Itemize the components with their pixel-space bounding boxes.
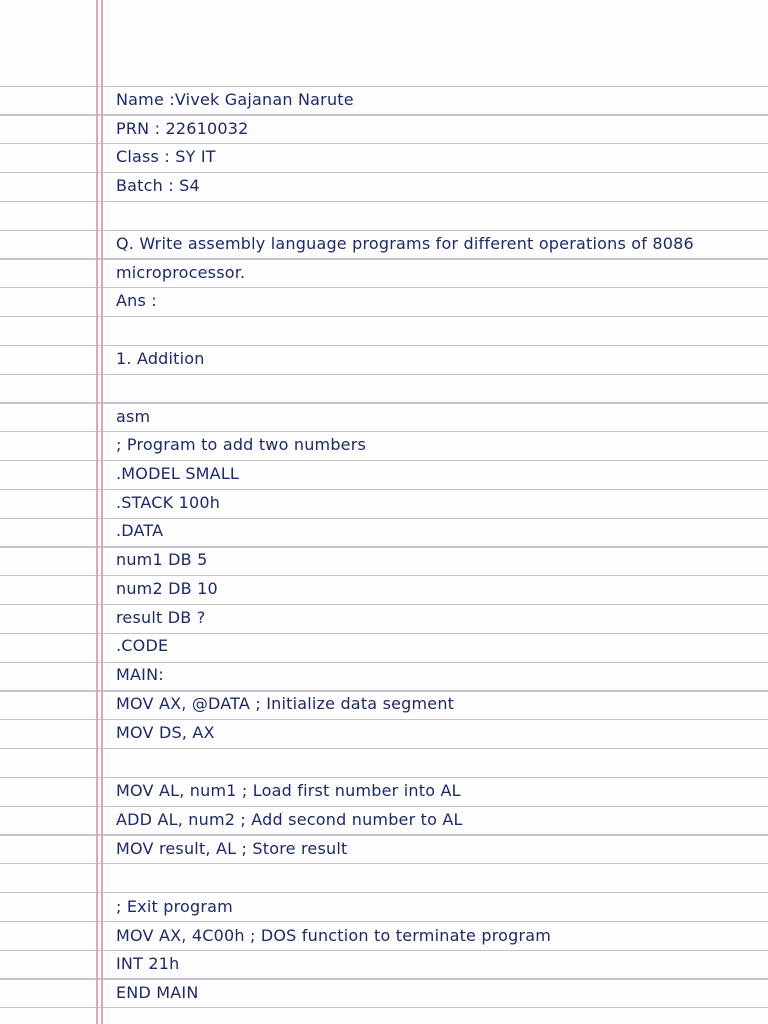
margin-line-inner: [101, 0, 103, 1024]
code-line: .MODEL SMALL: [116, 464, 240, 483]
code-language: asm: [116, 407, 151, 426]
code-line: MAIN:: [116, 665, 164, 684]
code-line: INT 21h: [116, 954, 180, 973]
code-line: END MAIN: [116, 983, 199, 1002]
code-line: num2 DB 10: [116, 579, 218, 598]
code-line: num1 DB 5: [116, 550, 208, 569]
code-line: MOV AL, num1 ; Load first number into AL: [116, 781, 461, 800]
student-class: Class : SY IT: [116, 147, 216, 166]
section-title: 1. Addition: [116, 349, 205, 368]
code-line: ADD AL, num2 ; Add second number to AL: [116, 810, 463, 829]
student-batch: Batch : S4: [116, 176, 200, 195]
student-name: Name :Vivek Gajanan Narute: [116, 90, 354, 109]
student-prn: PRN : 22610032: [116, 119, 249, 138]
code-line: result DB ?: [116, 608, 206, 627]
handwritten-content: [116, 0, 756, 1024]
question-line-2: microprocessor.: [116, 263, 246, 282]
code-line: MOV result, AL ; Store result: [116, 839, 348, 858]
code-line: MOV AX, 4C00h ; DOS function to terminate program: [116, 926, 552, 945]
answer-label: Ans :: [116, 291, 157, 310]
code-line: .DATA: [116, 521, 164, 540]
code-line: ; Program to add two numbers: [116, 435, 367, 454]
code-line: MOV AX, @DATA ; Initialize data segment: [116, 694, 455, 713]
code-line: MOV DS, AX: [116, 723, 215, 742]
code-line: .STACK 100h: [116, 493, 221, 512]
code-line: ; Exit program: [116, 897, 233, 916]
margin-line-outer: [96, 0, 98, 1024]
question-line-1: Q. Write assembly language programs for different operations of 8086: [116, 234, 694, 253]
code-line: .CODE: [116, 636, 169, 655]
